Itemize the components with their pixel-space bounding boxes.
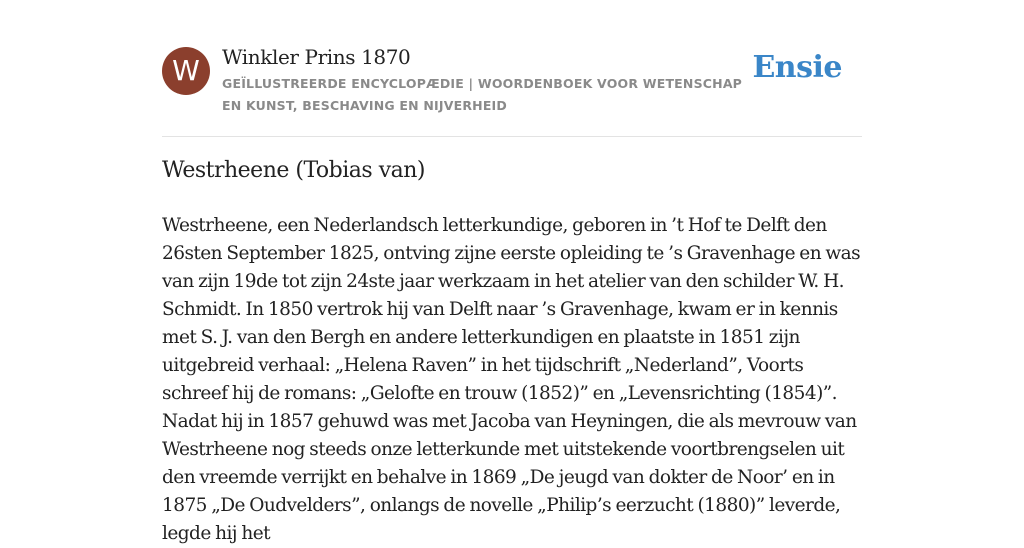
ensie-logo[interactable]: Ensie	[752, 50, 842, 85]
source-title[interactable]: Winkler Prins 1870	[222, 45, 411, 69]
entry-body: Westrheene, een Nederlandsch letterkundige, geboren in ’t Hof te Delft den 26sten September 1825, ontving zijne eerste opleiding te ’s Gravenhage en was van zijn 19de tot zijn 24ste jaar werkzaam in het atelier van den schilder W. H. Schmidt. In 1850 vertrok hij van Delft naar ’s Gravenhage, kwam er in kennis met S. J. van den Bergh en andere letterkundigen en plaatste in 1851 zijn uitgebreid verhaal: „Helena Raven” in het tijdschrift „Nederland”, Voorts schreef hij de romans: „Gelofte en trouw (1852)” en „Levensrichting (1854)”. Nadat hij in 1857 gehuwd was met Jacoba van Heyningen, die als mevrouw van Westrheene nog steeds onze letterkunde met uitstekende voortbrengselen uit den vreemde verrijkt en behalve in 1869 „De jeugd van dokter de Noor’ en in 1875 „De Oudvelders”, onlangs de novelle „Philip’s eerzucht (1880)” leverde, legde hij het	[162, 215, 861, 544]
source-avatar[interactable]: W	[162, 47, 210, 95]
entry-title: Westrheene (Tobias van)	[162, 158, 425, 183]
source-header	[162, 44, 862, 137]
source-subtitle: GEÏLLUSTREERDE ENCYCLOPÆDIE | WOORDENBOEK VOOR WETENSCHAP EN KUNST, BESCHAVING EN NIJVERHEID	[222, 76, 743, 113]
